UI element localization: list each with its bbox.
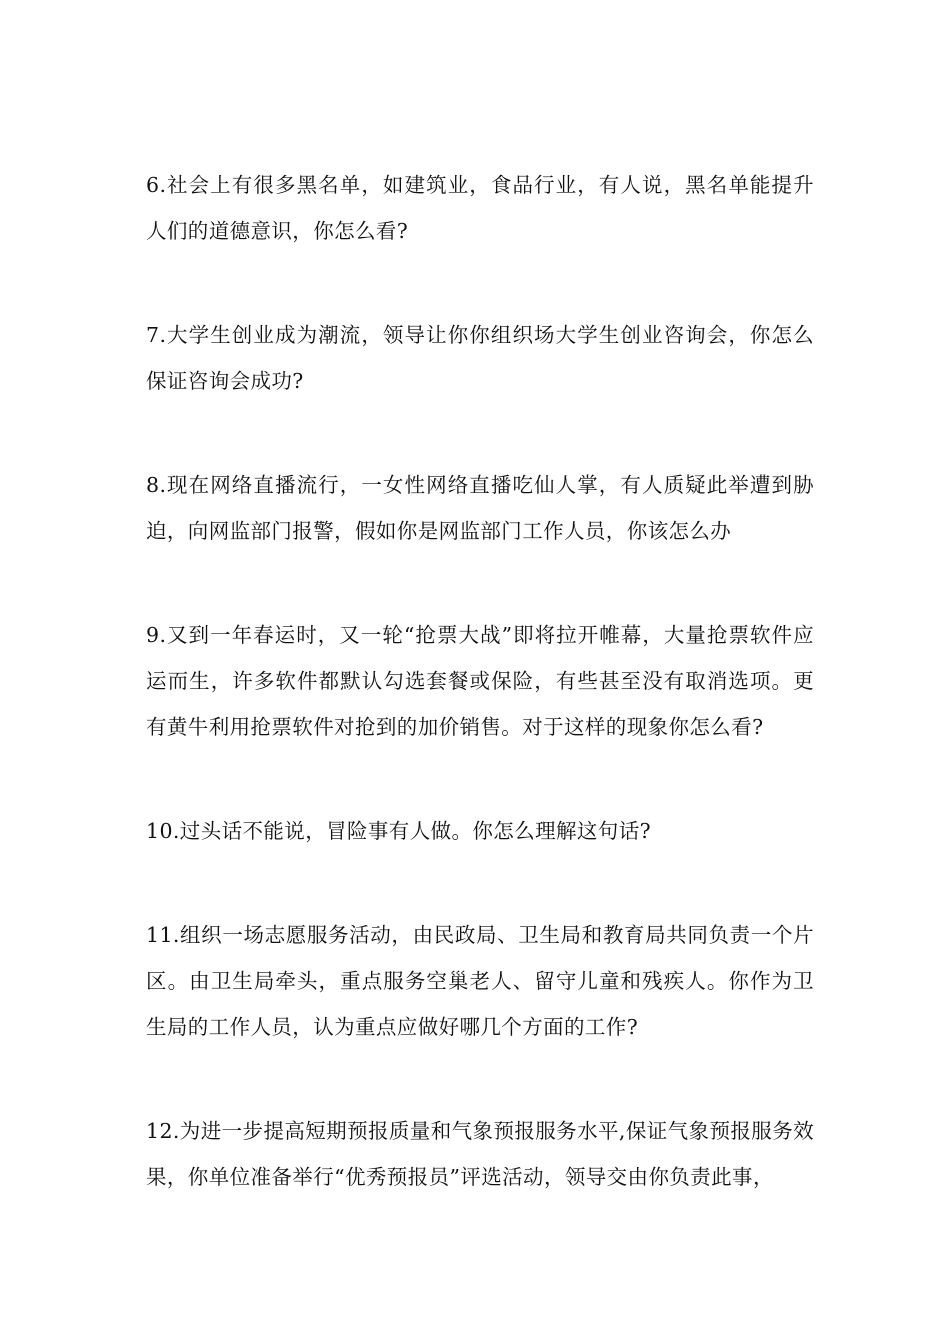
question-6: 6.社会上有很多黑名单，如建筑业，食品行业，有人说，黑名单能提升人们的道德意识，你怎么看? xyxy=(146,173,814,243)
question-11: 11.组织一场志愿服务活动，由民政局、卫生局和教育局共同负责一个片区。由卫生局牵头，重点服务空巢老人、留守儿童和残疾人。你作为卫生局的工作人员，认为重点应做好哪几个方面的工作? xyxy=(146,923,814,1039)
question-10: 10.过头话不能说，冒险事有人做。你怎么理解这句话? xyxy=(146,819,651,843)
question-8: 8.现在网络直播流行，一女性网络直播吃仙人掌，有人质疑此举遭到胁迫，向网监部门报警，假如你是网监部门工作人员，你该怎么办 xyxy=(146,473,814,543)
question-7: 7.大学生创业成为潮流，领导让你你组织场大学生创业咨询会，你怎么保证咨询会成功? xyxy=(146,323,814,393)
question-12: 12.为进一步提高短期预报质量和气象预报服务水平,保证气象预报服务效果，你单位准备举行“优秀预报员”评选活动，领导交由你负责此事， xyxy=(146,1119,814,1189)
question-9: 9.又到一年春运时，又一轮“抢票大战”即将拉开帷幕，大量抢票软件应运而生，许多软件都默认勾选套餐或保险，有些甚至没有取消选项。更有黄牛利用抢票软件对抢到的加价销售。对于这样的现象你怎么看? xyxy=(146,623,814,739)
